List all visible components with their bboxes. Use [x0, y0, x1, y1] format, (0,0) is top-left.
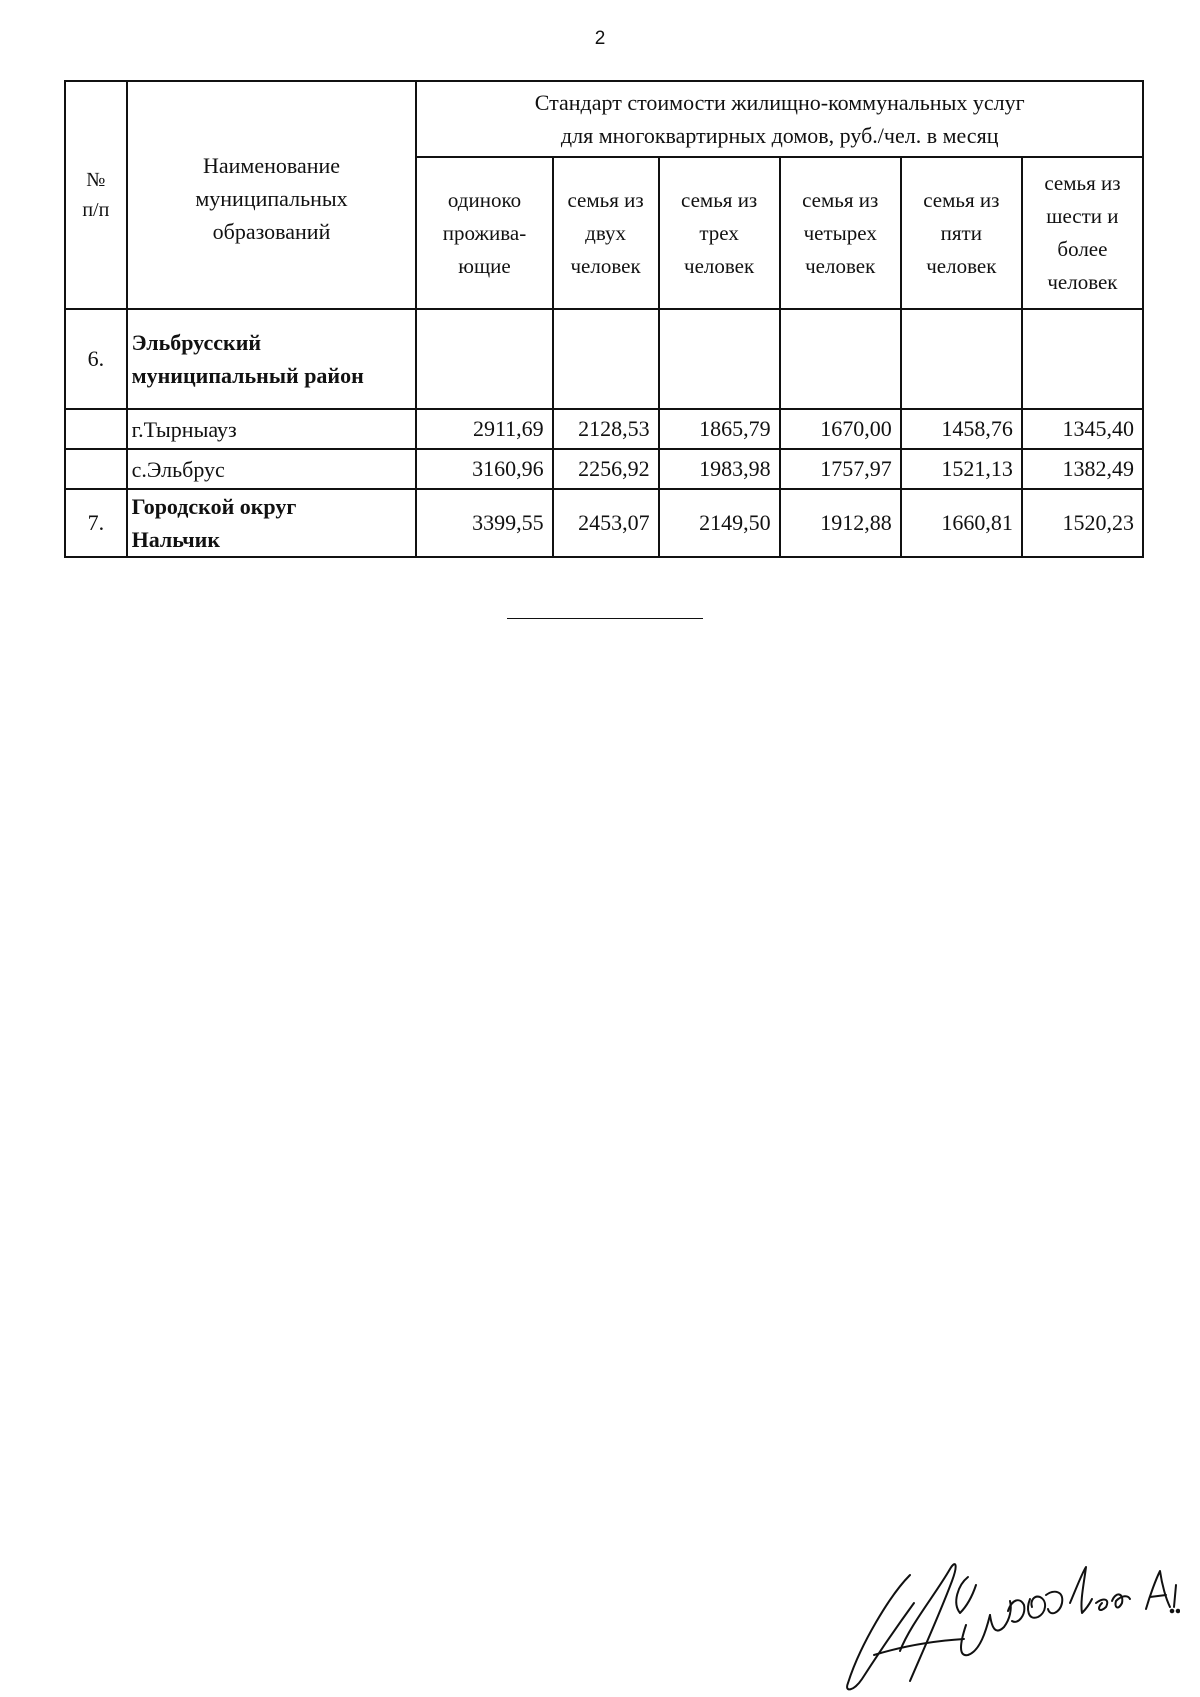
- end-separator-line: [507, 618, 703, 619]
- header-group-line: Стандарт стоимости жилищно-коммунальных услуг: [534, 90, 1025, 115]
- value-family-two: 2128,53: [553, 409, 659, 449]
- value-cell-empty: [901, 309, 1022, 409]
- table-row-nalchik: [65, 489, 1143, 557]
- value-family-two: 2453,07: [553, 489, 659, 557]
- row-number: 7.: [65, 489, 127, 557]
- table-row-elbrus: [65, 449, 1143, 489]
- header-column-line: ющие: [458, 253, 511, 278]
- row-name-line: Эльбрусский: [131, 330, 262, 355]
- value-family-four: 1912,88: [780, 489, 901, 557]
- table-row-elbrus-district: [65, 309, 1143, 409]
- header-column-line: шести и: [1046, 204, 1119, 228]
- header-column-family-three: [659, 157, 780, 309]
- value-family-six-plus: 1520,23: [1022, 489, 1143, 557]
- value-single: 3160,96: [416, 449, 552, 489]
- header-column-single: [416, 157, 552, 309]
- value-family-six-plus: 1345,40: [1022, 409, 1143, 449]
- header-group-line: для многоквартирных домов, руб./чел. в месяц: [560, 123, 999, 148]
- table-row-tyrnyauz: [65, 409, 1143, 449]
- value-cell-empty: [416, 309, 552, 409]
- header-name-line: Наименование: [202, 153, 341, 178]
- header-column-family-six-plus: [1022, 157, 1143, 309]
- table-header-row: [65, 81, 1143, 157]
- page-number: 2: [594, 28, 606, 49]
- header-cost-standard-group: [416, 81, 1143, 157]
- value-cell-empty: [553, 309, 659, 409]
- value-family-five: 1458,76: [901, 409, 1022, 449]
- row-number: 6.: [65, 309, 127, 409]
- header-column-line: одиноко: [447, 187, 522, 212]
- header-column-line: человек: [684, 253, 755, 278]
- value-family-two: 2256,92: [553, 449, 659, 489]
- header-column-line: семья из: [567, 187, 644, 212]
- row-number: [65, 409, 127, 449]
- row-municipality-name: [127, 489, 417, 557]
- value-cell-empty: [659, 309, 780, 409]
- cost-standard-table: [64, 80, 1144, 558]
- value-single: 2911,69: [416, 409, 552, 449]
- header-column-family-five: [901, 157, 1022, 309]
- row-municipality-name: г.Тырныауз: [127, 409, 417, 449]
- header-column-line: семья из: [923, 187, 1000, 212]
- header-name-line: образований: [212, 219, 331, 244]
- row-number: [65, 449, 127, 489]
- header-column-family-two: [553, 157, 659, 309]
- header-column-line: человек: [570, 253, 641, 278]
- header-column-line: четырех: [803, 220, 877, 245]
- row-municipality-name: [127, 309, 417, 409]
- header-column-line: человек: [805, 253, 876, 278]
- header-column-line: человек: [926, 253, 997, 278]
- row-name-line: муниципальный район: [131, 363, 364, 388]
- header-column-line: семья из: [681, 187, 758, 212]
- value-cell-empty: [1022, 309, 1143, 409]
- header-column-line: семья из: [1044, 171, 1121, 195]
- value-cell-empty: [780, 309, 901, 409]
- header-column-line: более: [1057, 237, 1108, 261]
- value-family-six-plus: 1382,49: [1022, 449, 1143, 489]
- handwritten-signature: [840, 1555, 1180, 1695]
- value-family-three: 1865,79: [659, 409, 780, 449]
- row-name-line: Нальчик: [131, 527, 220, 552]
- row-municipality-name: с.Эльбрус: [127, 449, 417, 489]
- value-family-three: 2149,50: [659, 489, 780, 557]
- value-single: 3399,55: [416, 489, 552, 557]
- row-name-line: Городской округ: [131, 494, 297, 519]
- header-column-line: семья из: [802, 187, 879, 212]
- header-number: [65, 81, 127, 309]
- header-column-line: трех: [699, 220, 739, 245]
- header-municipality-name: [127, 81, 417, 309]
- header-column-line: человек: [1047, 270, 1118, 294]
- value-family-four: 1757,97: [780, 449, 901, 489]
- header-name-line: муниципальных: [195, 186, 348, 211]
- value-family-four: 1670,00: [780, 409, 901, 449]
- value-family-three: 1983,98: [659, 449, 780, 489]
- header-number-line: п/п: [82, 199, 110, 221]
- header-column-line: двух: [585, 220, 627, 245]
- value-family-five: 1660,81: [901, 489, 1022, 557]
- header-column-line: пяти: [940, 220, 982, 245]
- header-number-line: №: [86, 169, 106, 191]
- header-column-line: прожива-: [442, 220, 527, 245]
- header-column-family-four: [780, 157, 901, 309]
- value-family-five: 1521,13: [901, 449, 1022, 489]
